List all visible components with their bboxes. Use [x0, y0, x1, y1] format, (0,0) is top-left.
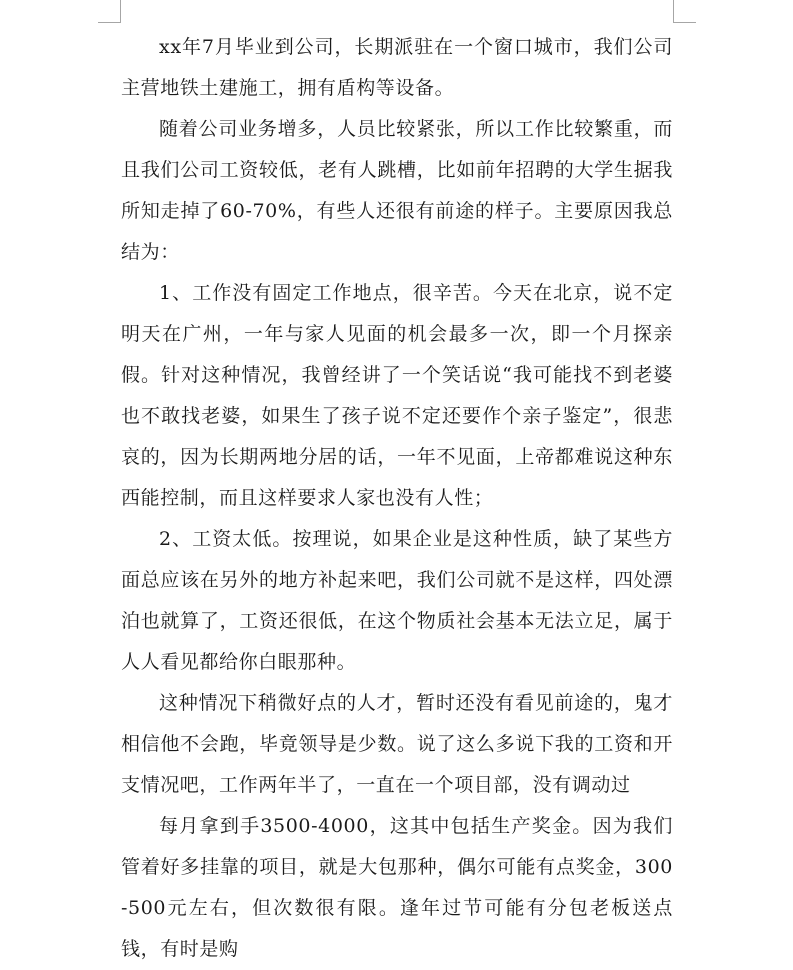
- paragraph-2: 随着公司业务增多，人员比较紧张，所以工作比较繁重，而且我们公司工资较低，老有人跳槽，比如前年招聘的大学生据我所知走掉了60-70%，有些人还很有前途的样子。主要原因我总结为：: [121, 118, 673, 263]
- document-body[interactable]: [121, 27, 673, 970]
- paragraph-1: xx年7月毕业到公司，长期派驻在一个窗口城市，我们公司主营地铁土建施工，拥有盾构等设备。: [121, 36, 673, 99]
- crop-mark-top-right: [673, 0, 696, 23]
- paragraph-3: 1、工作没有固定工作地点，很辛苦。今天在北京，说不定明天在广州，一年与家人见面的机会最多一次，即一个月探亲假。针对这种情况，我曾经讲了一个笑话说“我可能找不到老婆也不敢找老婆，如果生了孩子说不定还要作个亲子鉴定”，很悲哀的，因为长期两地分居的话，一年不见面，上帝都难说这种东西能控制，而且这样要求人家也没有人性；: [121, 282, 673, 509]
- paragraph-5: 这种情况下稍微好点的人才，暂时还没有看见前途的，鬼才相信他不会跑，毕竟领导是少数。说了这么多说下我的工资和开支情况吧，工作两年半了，一直在一个项目部，没有调动过: [121, 692, 673, 796]
- crop-mark-top-left: [98, 0, 121, 23]
- paragraph-4: 2、工资太低。按理说，如果企业是这种性质，缺了某些方面总应该在另外的地方补起来吧，我们公司就不是这样，四处漂泊也就算了，工资还很低，在这个物质社会基本无法立足，属于人人看见都给你白眼那种。: [121, 528, 673, 673]
- paragraph-6: 每月拿到手3500-4000，这其中包括生产奖金。因为我们管着好多挂靠的项目，就是大包那种，偶尔可能有点奖金，300-500元左右，但次数很有限。逢年过节可能有分包老板送点钱，有时是购: [121, 815, 673, 960]
